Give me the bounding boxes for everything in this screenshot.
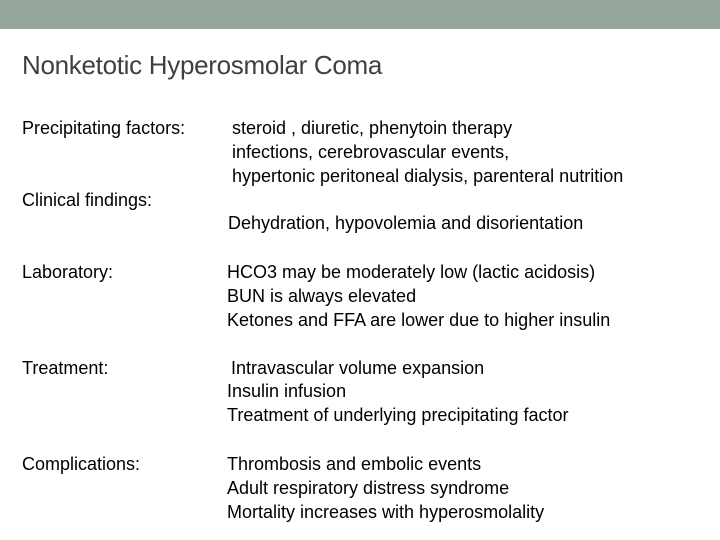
laboratory-line-3: Ketones and FFA are lower due to higher insulin (227, 310, 611, 330)
complications-line-1: Thrombosis and embolic events (227, 454, 482, 474)
section-label-laboratory: Laboratory: (22, 262, 114, 282)
section-label-complications: Complications: (22, 454, 141, 474)
top-accent-bar (0, 0, 720, 29)
treatment-line-2: Insulin infusion (227, 381, 347, 401)
laboratory-line-1: HCO3 may be moderately low (lactic acidosis) (227, 262, 596, 282)
complications-line-2: Adult respiratory distress syndrome (227, 478, 510, 498)
laboratory-line-2: BUN is always elevated (227, 286, 417, 306)
precipitating-factors-line-3: hypertonic peritoneal dialysis, parenteral nutrition (232, 166, 624, 186)
treatment-line-3: Treatment of underlying precipitating factor (227, 405, 569, 425)
complications-line-3: Mortality increases with hyperosmolality (227, 502, 545, 522)
slide-title: Nonketotic Hyperosmolar Coma (22, 50, 383, 80)
precipitating-factors-line-2: infections, cerebrovascular events, (232, 142, 510, 162)
treatment-line-1: Intravascular volume expansion (231, 358, 485, 378)
section-label-clinical-findings: Clinical findings: (22, 190, 153, 210)
precipitating-factors-line-1: steroid , diuretic, phenytoin therapy (232, 118, 513, 138)
clinical-findings-line-1: Dehydration, hypovolemia and disorientation (228, 213, 584, 233)
section-label-precipitating-factors: Precipitating factors: (22, 118, 186, 138)
section-label-treatment: Treatment: (22, 358, 109, 378)
